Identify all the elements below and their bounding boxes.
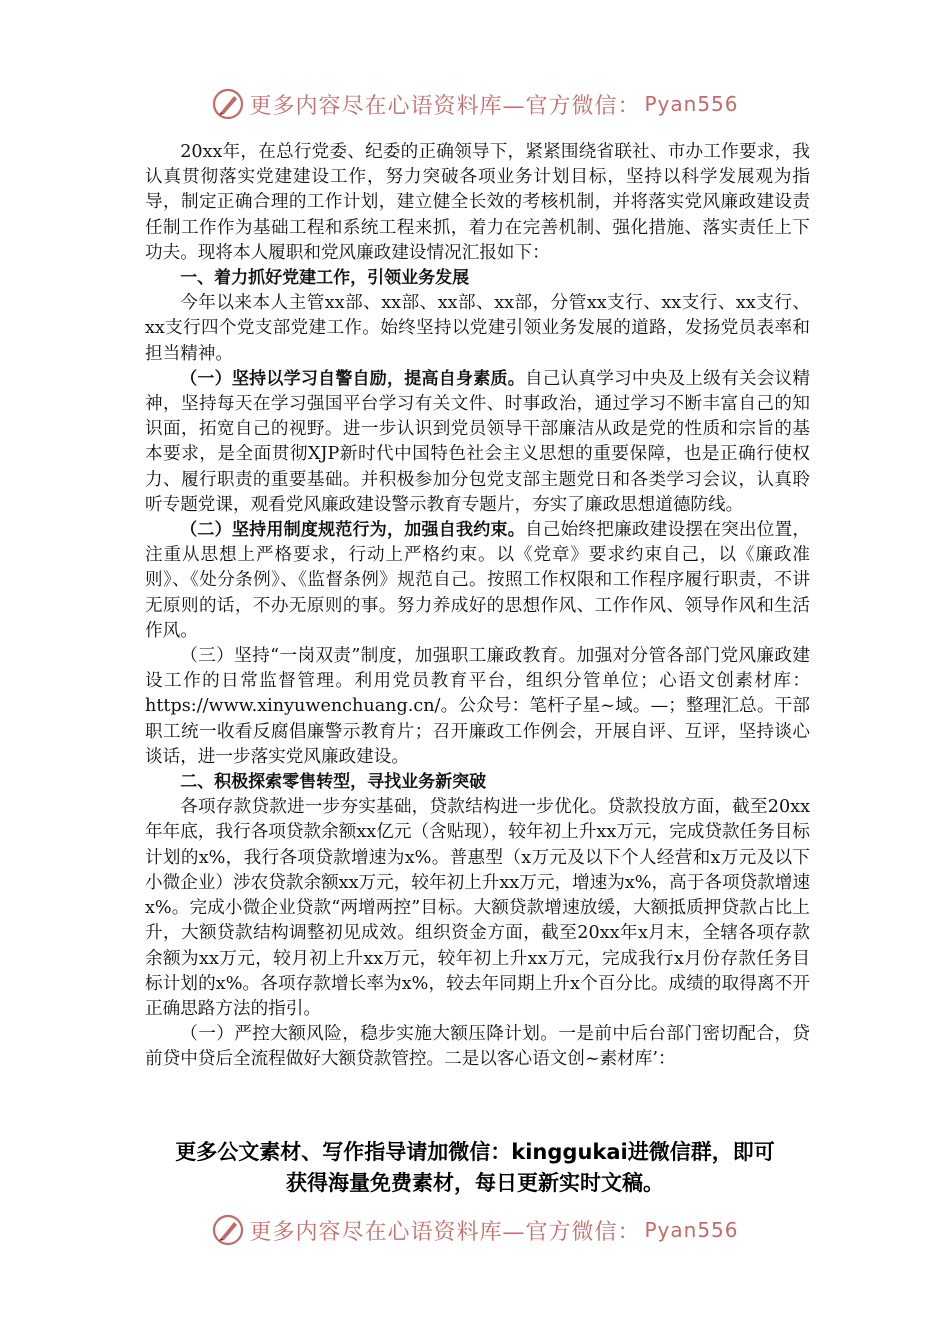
paragraph bbox=[145, 367, 810, 518]
paragraph bbox=[145, 795, 810, 1022]
pen-circle-icon bbox=[211, 1213, 245, 1247]
pen-circle-icon bbox=[211, 87, 245, 121]
footer-banner-text: 更多内容尽在心语资料库—官方微信： bbox=[249, 1219, 641, 1245]
header-banner-handle: Pyan556 bbox=[644, 92, 739, 116]
paragraph-text: 20xx年，在总行党委、纪委的正确领导下，紧紧围绕省联社、市办工作要求，我认真贯彻落实党建建设工作，努力突破各项业务计划目标，坚持以科学发展观为指导，制定正确合理的工作计划，建立健全长效的考核机制，并将落实党风廉政建设责任制工作作为基础工程和系统工程来抓，着力在完善机制、强化措施、落实责任上下功夫。现将本人履职和党风廉政建设情况汇报如下： bbox=[145, 142, 810, 263]
paragraph bbox=[145, 644, 810, 770]
paragraph-text: 自己认真学习中央及上级有关会议精神，坚持每天在学习强国平台学习有关文件、时事政治，通过学习不断丰富自己的知识面，拓宽自己的视野。进一步认识到党员领导干部廉洁从政是党的性质和宗旨的基本要求，是全面贯彻XJP新时代中国特色社会主义思想的重要保障，也是正确行使权力、履行职责的重要基础。并积极参加分包党支部主题党日和各类学习会议，认真聆听专题党课，观看党风廉政建设警示教育专题片，夯实了廉政思想道德防线。 bbox=[145, 368, 810, 515]
paragraph bbox=[145, 1022, 810, 1072]
paragraph bbox=[145, 291, 810, 367]
document-body bbox=[145, 140, 810, 1073]
paragraph bbox=[145, 266, 810, 291]
wechat-notice-line-1: 更多公文素材、写作指导请加微信：kinggukai进微信群，即可 bbox=[175, 1140, 775, 1164]
header-banner-text: 更多内容尽在心语资料库—官方微信： bbox=[249, 93, 641, 119]
paragraph-lead: （二）坚持用制度规范行为，加强自我约束。 bbox=[180, 520, 525, 541]
paragraph bbox=[145, 140, 810, 266]
wechat-notice-line-2: 获得海量免费素材，每日更新实时文稿。 bbox=[286, 1171, 664, 1195]
footer-banner bbox=[0, 1210, 950, 1250]
paragraph-text: 各项存款贷款进一步夯实基础，贷款结构进一步优化。贷款投放方面，截至20xx年年底，我行各项贷款余额xx亿元（含贴现），较年初上升xx万元，完成贷款任务目标计划的x%，我行各项贷款增速为x%。普惠型（x万元及以下个人经营和x万元及以下小微企业）涉农贷款余额xx万元，较年初上升xx万元，增速为x%，高于各项贷款增速x%。完成小微企业贷款“两增两控”目标。大额贷款增速放缓，大额抵质押贷款占比上升，大额贷款结构调整初见成效。组织资金方面，截至20xx年x月末，全辖各项存款余额为xx万元，较月初上升xx万元，较年初上升xx万元，完成我行x月份存款任务目标计划的x%。各项存款增长率为x%，较去年同期上升x个百分比。成绩的取得离不开正确思路方法的指引。 bbox=[145, 797, 810, 1019]
paragraph-lead: （一）坚持以学习自警自励，提高自身素质。 bbox=[180, 368, 525, 389]
section-heading: 一、着力抓好党建工作，引领业务发展 bbox=[180, 268, 470, 289]
wechat-notice bbox=[130, 1137, 820, 1199]
header-banner bbox=[0, 84, 950, 124]
footer-banner-handle: Pyan556 bbox=[644, 1218, 739, 1242]
paragraph-text: 自己始终把廉政建设摆在突出位置，注重从思想上严格要求，行动上严格约束。以《党章》要求约束自己，以《廉政准则》、《处分条例》、《监督条例》规范自己。按照工作权限和工作程序履行职责，不讲无原则的话，不办无原则的事。努力养成好的思想作风、工作作风、领导作风和生活作风。 bbox=[145, 520, 810, 641]
section-heading: 二、积极探索零售转型，寻找业务新突破 bbox=[180, 772, 487, 793]
paragraph bbox=[145, 518, 810, 644]
paragraph-text: （三）坚持“一岗双责”制度，加强职工廉政教育。加强对分管各部门党风廉政建设工作的日常监督管理。利用党员教育平台，组织分管单位；心语文创素材库：https://www.xinyuwenchuang.cn/。公众号：笔杆子星~域。—；整理汇总。干部职工统一收看反腐倡廉警示教育片；召开廉政工作例会，开展自评、互评，坚持谈心谈话，进一步落实党风廉政建设。 bbox=[145, 646, 810, 767]
paragraph bbox=[145, 770, 810, 795]
paragraph-text: 今年以来本人主管xx部、xx部、xx部、xx部，分管xx支行、xx支行、xx支行、xx支行四个党支部党建工作。始终坚持以党建引领业务发展的道路，发扬党员表率和担当精神。 bbox=[145, 293, 810, 364]
paragraph-text: （一）严控大额风险，稳步实施大额压降计划。一是前中后台部门密切配合，贷前贷中贷后全流程做好大额贷款管控。二是以客心语文创~素材库’： bbox=[145, 1024, 810, 1070]
